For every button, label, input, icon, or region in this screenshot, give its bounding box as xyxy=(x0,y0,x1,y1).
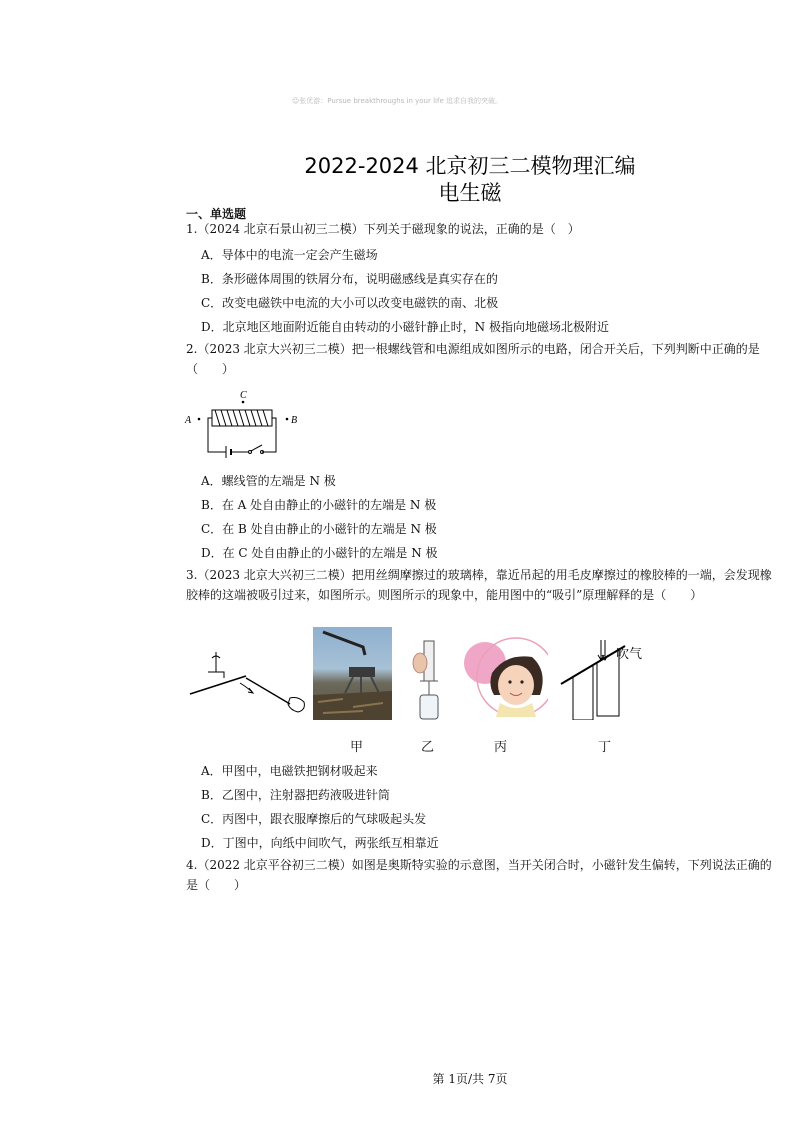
question-2-option-d: D．在 C 处自由静止的小磁针的左端是 N 极 xyxy=(201,546,438,560)
label-b: B xyxy=(291,415,298,426)
electromagnet-crane-photo xyxy=(313,627,392,720)
question-3-option-d: D．丁图中，向纸中间吹气，两张纸互相靠近 xyxy=(201,836,439,850)
solenoid-circuit-figure xyxy=(182,386,307,461)
question-3-stem: 3.（2023 北京大兴初三二模）把用丝绸摩擦过的玻璃棒，靠近吊起的用毛皮摩擦过的橡胶棒的一端，会发现橡胶棒的这端被吸引过来，如图所示。则图所示的现象中，能用图中的“吸引”原理解释的是（ ） xyxy=(186,568,772,602)
rod-attraction-figure xyxy=(186,650,311,720)
question-3-option-a: A．甲图中，电磁铁把钢材吸起来 xyxy=(201,764,378,778)
question-3-option-b: B．乙图中，注射器把药液吸进针筒 xyxy=(201,788,390,802)
question-2-option-a: A．螺线管的左端是 N 极 xyxy=(201,474,336,488)
question-2-option-c: C．在 B 处自由静止的小磁针的左端是 N 极 xyxy=(201,522,437,536)
syringe-figure xyxy=(410,637,450,722)
label-a: A xyxy=(185,415,192,426)
blow-label: 吹气 xyxy=(616,647,643,662)
question-2-stem: 2.（2023 北京大兴初三二模）把一根螺线管和电源组成如图所示的电路，闭合开关后，下列判断中正确的是（ ） xyxy=(186,342,760,376)
question-1-option-b: B．条形磁体周围的铁屑分布，说明磁感线是真实存在的 xyxy=(201,272,498,286)
figure-label-yi: 乙 xyxy=(421,740,435,755)
question-1-option-a: A．导体中的电流一定会产生磁场 xyxy=(201,248,378,262)
watermark: ☺张优游：Pursue breakthroughs in your life 追求自我的突破。 xyxy=(292,97,502,105)
question-1-option-d: D．北京地区地面附近能自由转动的小磁针静止时，N 极指向地磁场北极附近 xyxy=(201,320,609,334)
balloon-hair-figure xyxy=(456,633,548,718)
page-subtitle: 电生磁 xyxy=(438,181,502,205)
page-footer: 第 1页/共 7页 xyxy=(432,1072,508,1086)
page-title: 2022-2024 北京初三二模物理汇编 xyxy=(304,154,636,178)
section-heading: 一、单选题 xyxy=(186,207,247,221)
question-2-option-b: B．在 A 处自由静止的小磁针的左端是 N 极 xyxy=(201,498,437,512)
question-4-stem: 4.（2022 北京平谷初三二模）如图是奥斯特实验的示意图，当开关闭合时，小磁针发生偏转，下列说法正确的是（ ） xyxy=(186,858,772,892)
label-c: C xyxy=(240,390,247,401)
figure-label-bing: 丙 xyxy=(494,740,508,755)
figure-label-jia: 甲 xyxy=(350,740,364,755)
question-1-stem: 1.（2024 北京石景山初三二模）下列关于磁现象的说法，正确的是（ ） xyxy=(186,222,580,236)
figure-label-ding: 丁 xyxy=(598,740,612,755)
question-1-option-c: C．改变电磁铁中电流的大小可以改变电磁铁的南、北极 xyxy=(201,296,499,310)
question-3-option-c: C．丙图中，跟衣服摩擦后的气球吸起头发 xyxy=(201,812,427,826)
